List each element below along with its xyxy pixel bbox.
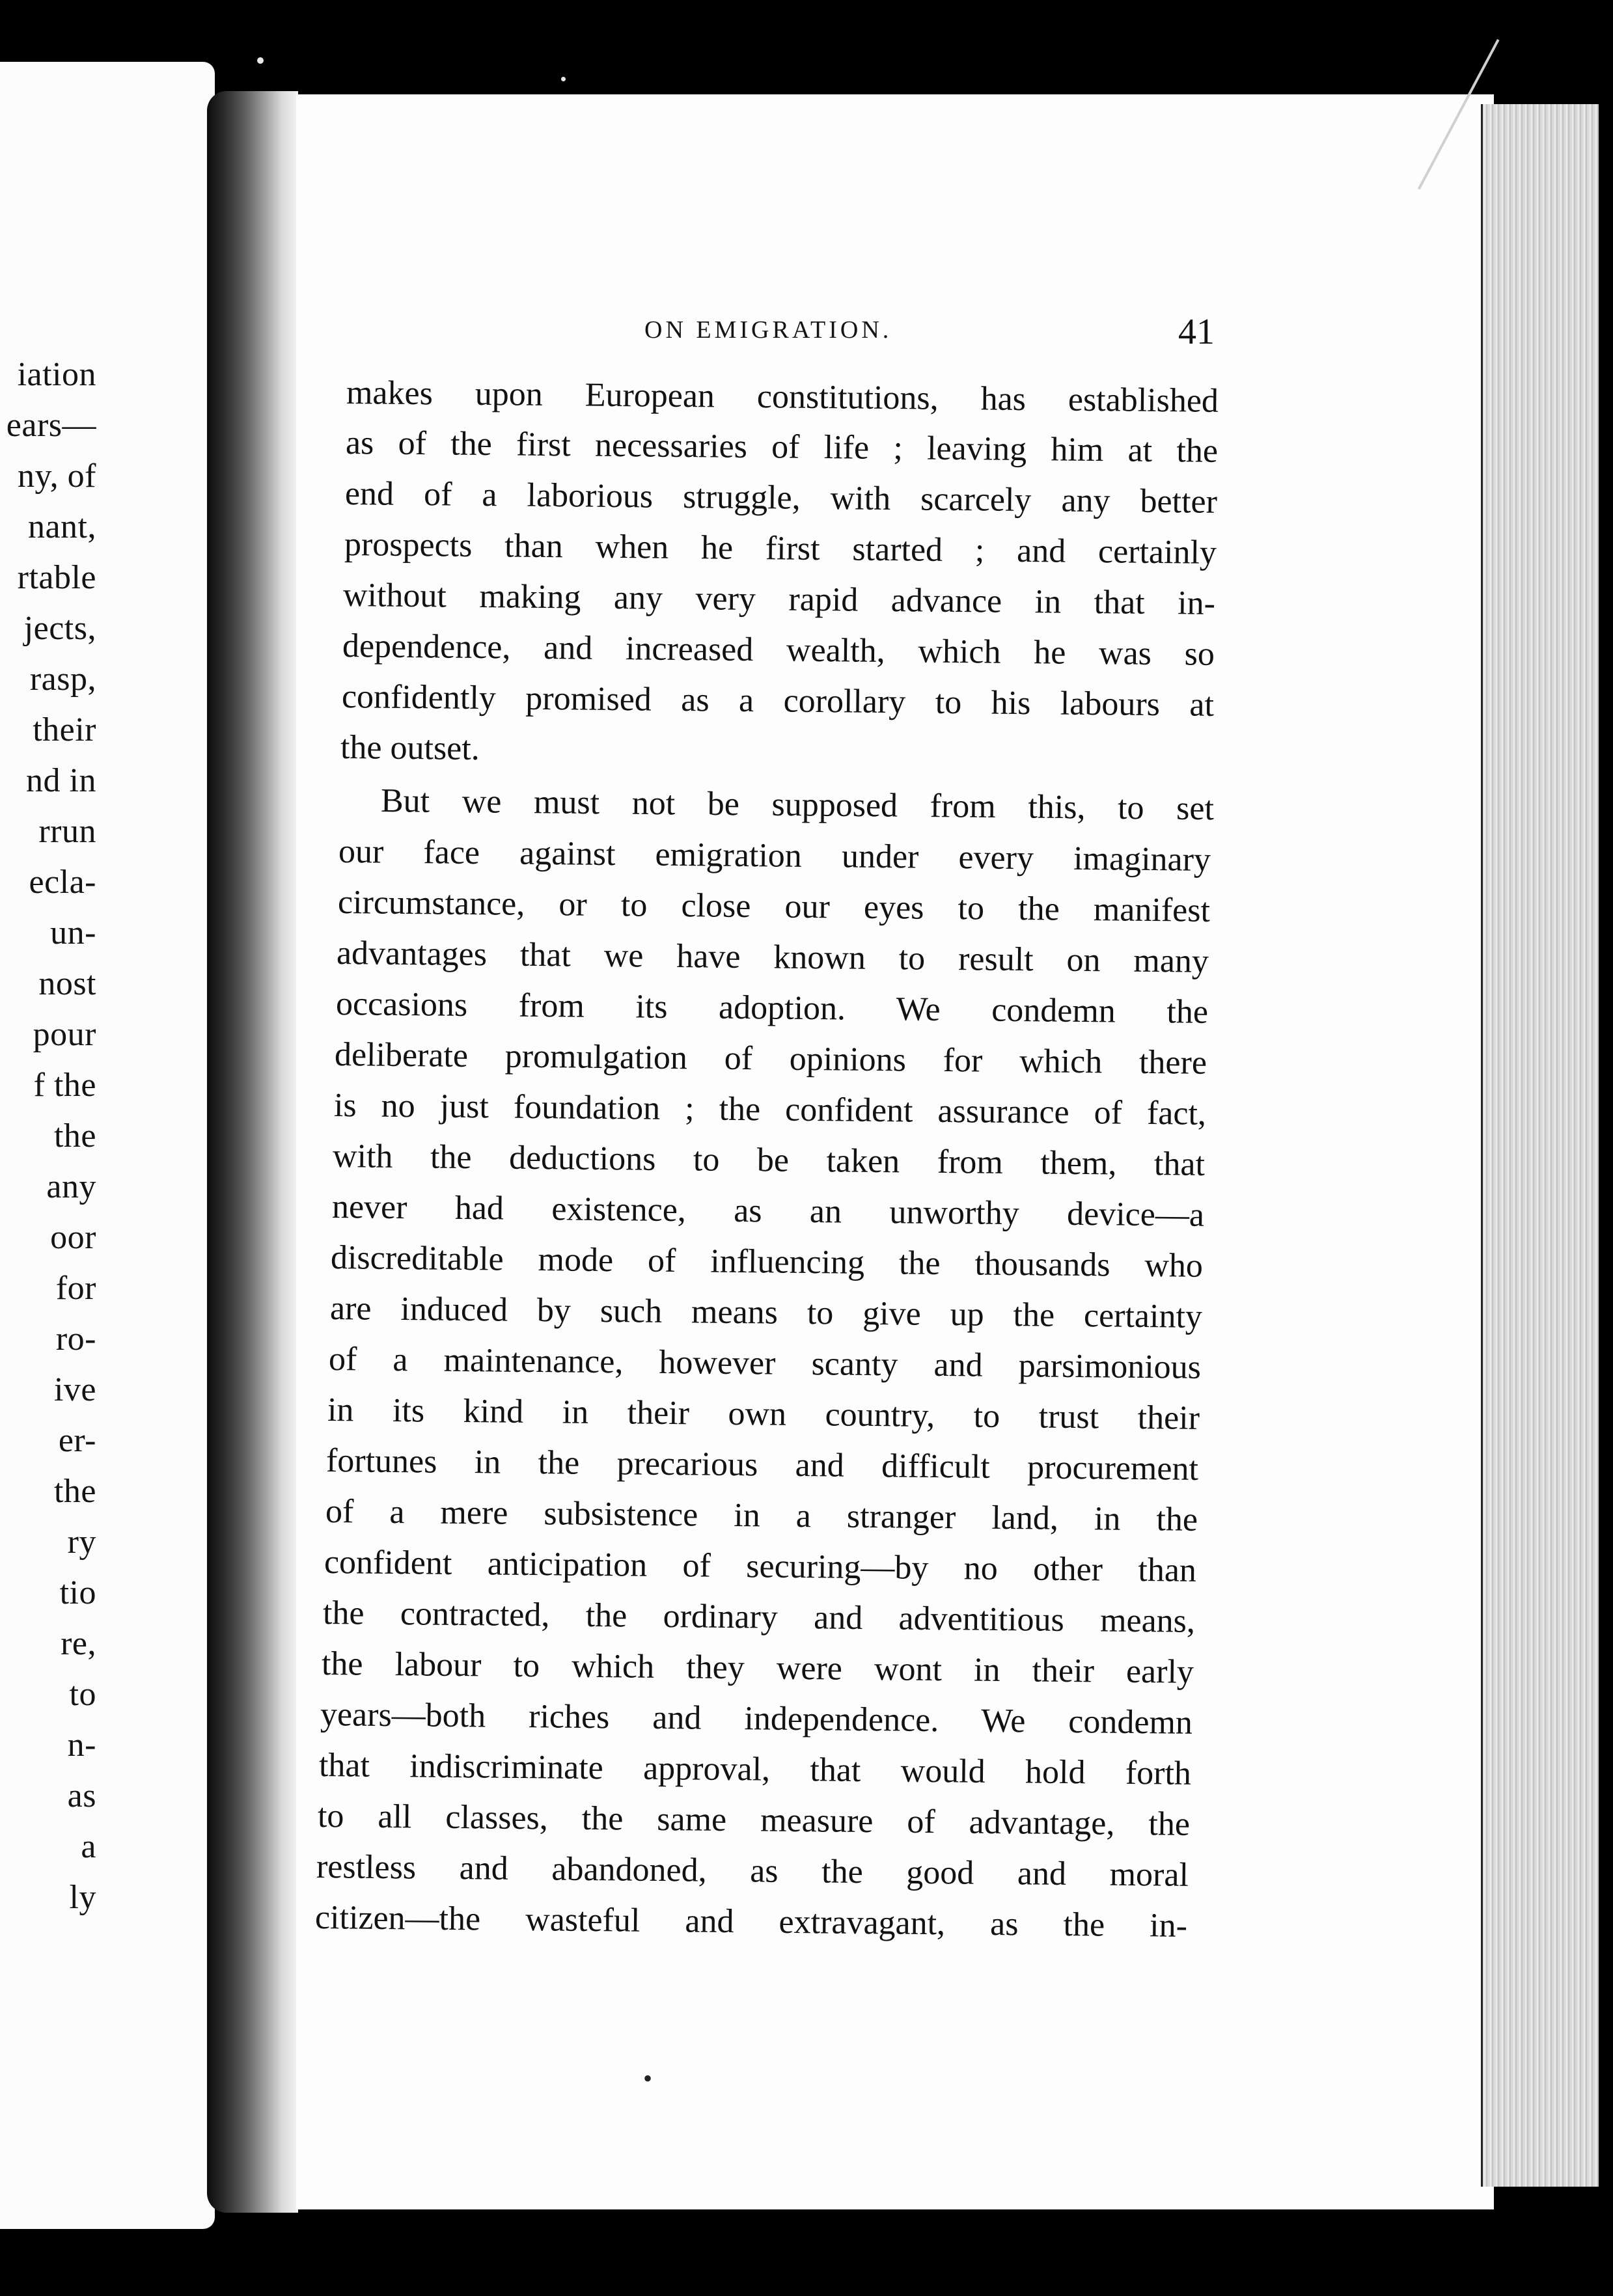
text-line: years—both riches and independence. We condemn [320,1696,1193,1742]
left-fragment: ry [67,1524,96,1561]
left-fragment: re, [61,1625,96,1662]
left-fragment: ny, of [18,458,96,495]
running-head: ON EMIGRATION. [644,316,892,344]
text-line: the contracted, the ordinary and adventitious means, [322,1594,1196,1640]
left-fragment: ears— [6,407,96,444]
text-line: restless and abandoned, as the good and moral [316,1848,1189,1894]
left-fragment: tio [59,1574,96,1611]
text-line: citizen—the wasteful and extravagant, as the in- [314,1899,1188,1945]
left-fragment: ro- [55,1320,96,1358]
left-fragment: for [55,1270,96,1307]
text-line: that indiscriminate approval, that would hold forth [318,1747,1192,1792]
left-fragment: nant, [27,508,96,545]
text-line: makes upon European constitutions, has established [346,374,1219,420]
left-fragment: n- [67,1727,96,1764]
text-line: fortunes in the precarious and difficult procurement [325,1442,1199,1488]
text-line: dependence, and increased wealth, which he was so [342,627,1215,673]
text-line: But we must not be supposed from this, to set [380,782,1215,828]
left-fragment: the [53,1117,96,1155]
text-line: to all classes, the same measure of advantage, the [317,1797,1191,1843]
left-fragment: to [69,1676,96,1713]
text-line: with the deductions to be taken from them, that [332,1138,1206,1183]
left-fragment: iation [17,356,96,393]
left-fragment: ly [69,1879,96,1916]
left-fragment: rtable [17,559,96,596]
text-line: are induced by such means to give up the certainty [329,1290,1203,1335]
left-fragment: oor [50,1219,96,1256]
page-number: 41 [1178,312,1215,352]
text-line: end of a laborious struggle, with scarcely any better [344,475,1218,521]
text-line: in its kind in their own country, to trust their [327,1391,1200,1437]
left-fragment: nost [38,965,96,1002]
text-line: the outset. [340,729,480,768]
left-fragment: f the [33,1067,96,1104]
left-fragment: rasp, [29,661,96,698]
text-line: occasions from its adoption. We condemn the [335,985,1209,1031]
left-fragment: a [81,1828,96,1865]
left-fragment: rrun [38,813,96,850]
text-line: is no just foundation ; the confident assurance of fact, [333,1087,1207,1132]
text-line: as of the first necessaries of life ; leaving him at the [345,424,1219,470]
left-fragment: un- [50,914,96,951]
text-line: our face against emigration under every imaginary [338,833,1211,879]
left-fragment: the [53,1473,96,1510]
text-line: the labour to which they were wont in their early [321,1645,1194,1691]
text-line: advantages that we have known to result on many [336,935,1209,980]
text-line: of a maintenance, however scanty and parsimonious [328,1341,1202,1386]
left-fragment: ecla- [29,864,96,901]
left-fragment: pour [33,1016,96,1053]
left-fragment: er- [58,1422,96,1459]
text-line: deliberate promulgation of opinions for which there [334,1036,1207,1082]
text-line: without making any very rapid advance in that in- [342,577,1216,622]
left-fragment: any [46,1168,96,1205]
text-line: circumstance, or to close our eyes to the manifest [337,884,1211,929]
left-fragment: their [33,711,96,748]
text-line: prospects than when he first started ; and certainly [344,526,1217,571]
left-fragment: as [67,1777,96,1814]
left-fragment: nd in [26,762,96,799]
left-fragment: ive [53,1371,96,1408]
left-fragment: jects, [23,610,96,647]
footer-mark: • [643,2064,653,2093]
text-line: discreditable mode of influencing the thousands who [330,1239,1204,1285]
text-line: of a mere subsistence in a stranger land, in the [325,1493,1198,1538]
text-line: confidently promised as a corollary to his labours at [341,678,1215,724]
text-line: never had existence, as an unworthy device—a [331,1188,1205,1234]
text-line: confident anticipation of securing—by no other than [324,1544,1197,1589]
